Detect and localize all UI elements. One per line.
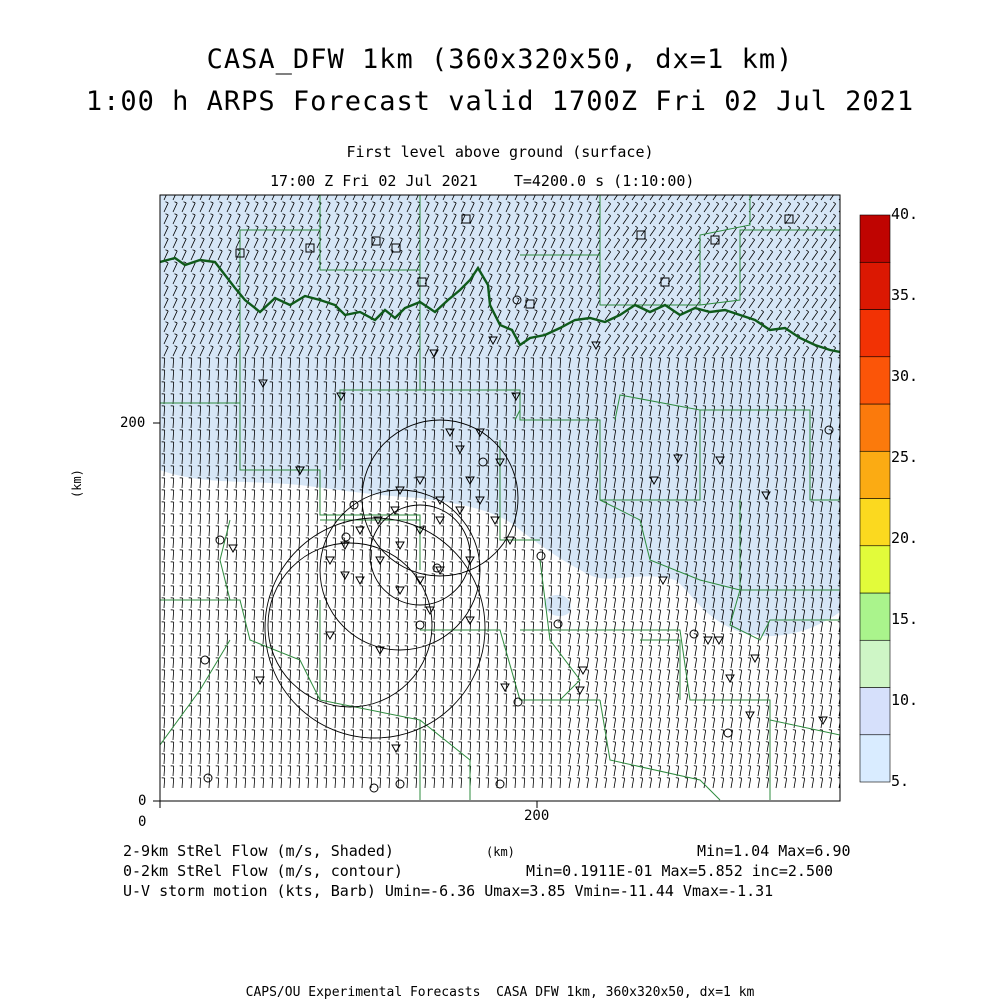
colorbar-swatch [860, 310, 890, 357]
y-tick-200: 200 [120, 415, 146, 431]
colorbar-label: 15. [891, 610, 919, 628]
station-triangle-icon [326, 557, 334, 564]
footer-credit: CAPS/OU Experimental Forecasts CASA DFW 1km, 360x320x50, dx=1 km [245, 985, 755, 1000]
station-triangle-icon [326, 632, 334, 639]
station-triangle-icon [341, 572, 349, 579]
colorbar-label: 5. [891, 772, 910, 790]
colorbar-swatch [860, 451, 890, 498]
y-axis-label: (km) [70, 469, 84, 498]
colorbar-swatch [860, 262, 890, 309]
station-triangle-icon [396, 542, 404, 549]
x-tick-0: 0 [138, 814, 147, 830]
station-triangle-icon [751, 655, 759, 662]
station-triangle-icon [726, 675, 734, 682]
colorbar-label: 20. [891, 529, 919, 547]
info-shaded-minmax: Min=1.04 Max=6.90 [697, 842, 851, 860]
level-label: First level above ground (surface) [346, 143, 654, 161]
x-tick-200: 200 [524, 808, 550, 824]
station-circle-icon [724, 729, 732, 737]
station-circle-icon [201, 656, 209, 664]
colorbar-swatch [860, 215, 890, 262]
station-triangle-icon [579, 667, 587, 674]
time-label: 17:00 Z Fri 02 Jul 2021 T=4200.0 s (1:10:00) [270, 172, 695, 190]
shaded-flow-region [160, 195, 840, 636]
forecast-valid-time: 1:00 h ARPS Forecast valid 1700Z Fri 02 Jul 2021 [85, 86, 915, 117]
station-circle-icon [342, 533, 350, 541]
colorbar-swatch [860, 640, 890, 687]
colorbar [860, 215, 890, 782]
station-triangle-icon [456, 507, 464, 514]
info-contour-minmax: Min=0.1911E-01 Max=5.852 inc=2.500 [526, 862, 834, 880]
colorbar-swatch [860, 499, 890, 546]
info-shaded: 2-9km StRel Flow (m/s, Shaded) [123, 842, 394, 860]
info-contour: 0-2km StRel Flow (m/s, contour) [123, 862, 403, 880]
station-circle-icon [416, 621, 424, 629]
station-circle-icon [216, 536, 224, 544]
station-triangle-icon [501, 684, 509, 691]
station-circle-icon [396, 780, 404, 788]
colorbar-label: 25. [891, 448, 919, 466]
info-barb: U-V storm motion (kts, Barb) Umin=-6.36 Umax=3.85 Vmin=-11.44 Vmax=-1.31 [123, 882, 774, 900]
colorbar-label: 10. [891, 691, 919, 709]
colorbar-swatch [860, 357, 890, 404]
colorbar-swatch [860, 593, 890, 640]
map-title: CASA_DFW 1km (360x320x50, dx=1 km) [206, 44, 794, 75]
station-triangle-icon [396, 587, 404, 594]
colorbar-swatch [860, 546, 890, 593]
colorbar-label: 35. [891, 286, 919, 304]
colorbar-label: 30. [891, 367, 919, 385]
colorbar-swatch [860, 688, 890, 735]
colorbar-swatch [860, 735, 890, 782]
colorbar-swatch [860, 404, 890, 451]
station-triangle-icon [576, 687, 584, 694]
x-axis-label: (km) [486, 845, 515, 859]
colorbar-label: 40. [891, 205, 919, 223]
y-tick-0: 0 [138, 793, 147, 809]
station-circle-icon [537, 552, 545, 560]
